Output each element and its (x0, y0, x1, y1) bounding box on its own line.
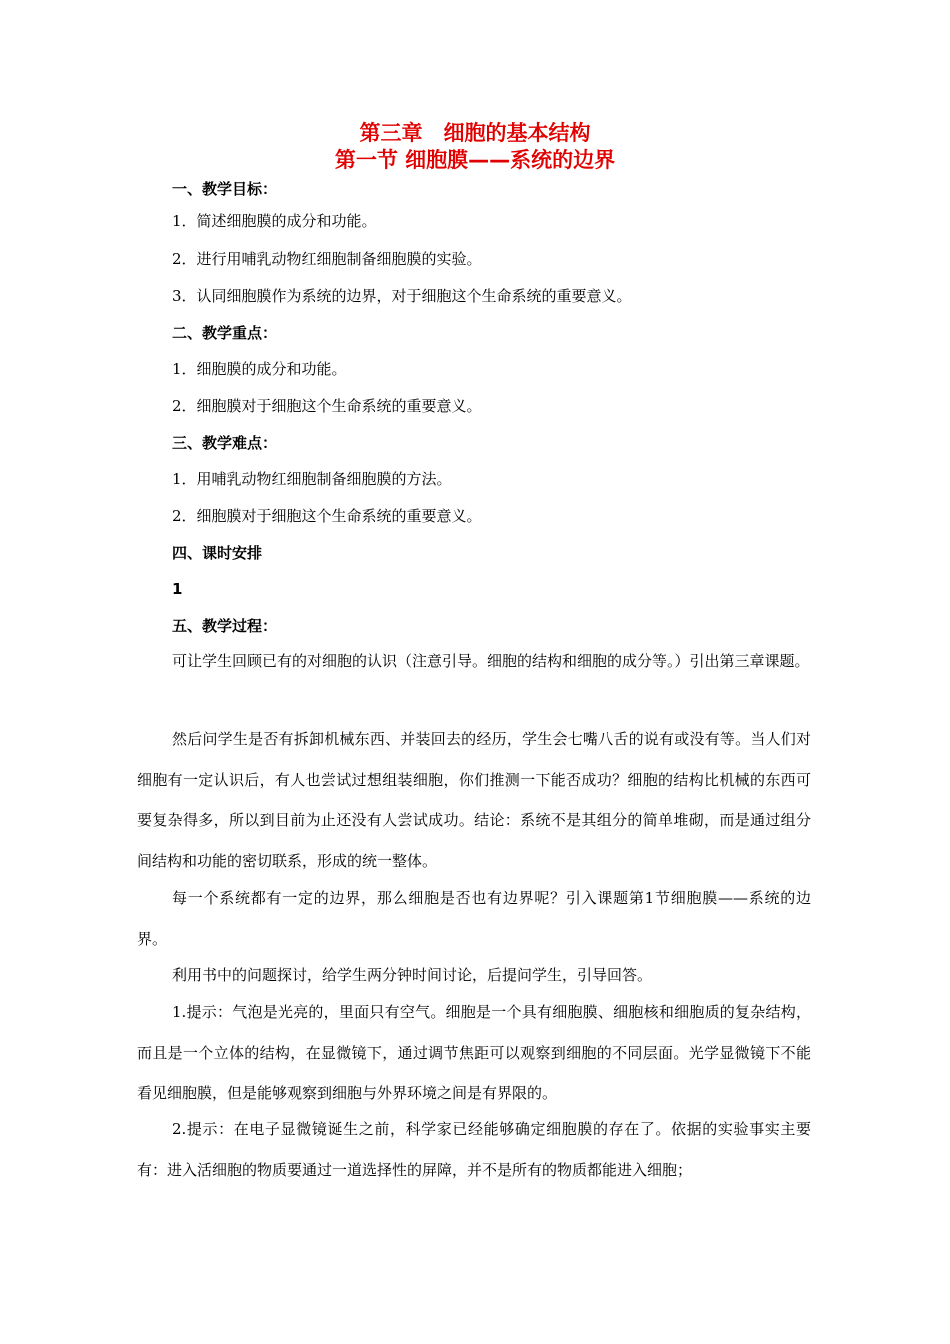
process-paragraph: 可让学生回顾已有的对细胞的认识（注意引导。细胞的结构和细胞的成分等。）引出第三章课题。 (172, 652, 810, 670)
objective-item: 3．认同细胞膜作为系统的边界，对于细胞这个生命系统的重要意义。 (172, 287, 632, 305)
process-paragraph: 利用书中的问题探讨，给学生两分钟时间讨论，后提问学生，引导回答。 (172, 966, 653, 984)
key-points-heading: 二、教学重点： (172, 324, 278, 342)
schedule-heading: 四、课时安排 (172, 544, 263, 562)
difficulty-item: 2．细胞膜对于细胞这个生命系统的重要意义。 (172, 507, 482, 525)
process-paragraph: 每一个系统都有一定的边界，那么细胞是否也有边界呢？引入课题第1节细胞膜——系统的边界。 (137, 889, 811, 948)
difficulties-heading: 三、教学难点： (172, 434, 278, 452)
process-paragraph: 2.提示：在电子显微镜诞生之前，科学家已经能够确定细胞膜的存在了。依据的实验事实主要有：进入活细胞的物质要通过一道选择性的屏障，并不是所有的物质都能进入细胞； (137, 1120, 811, 1179)
objective-item: 2．进行用哺乳动物红细胞制备细胞膜的实验。 (172, 250, 482, 268)
schedule-value: 1 (172, 580, 183, 598)
process-paragraph: 1.提示：气泡是光亮的，里面只有空气。细胞是一个具有细胞膜、细胞核和细胞质的复杂结构，而且是一个立体的结构，在显微镜下，通过调节焦距可以观察到细胞的不同层面。光学显微镜下不能看见细胞膜，但是能够观察到细胞与外界环境之间是有界限的。 (137, 1003, 811, 1102)
process-paragraph: 然后问学生是否有拆卸机械东西、并装回去的经历，学生会七嘴八舌的说有或没有等。当人们对细胞有一定认识后，有人也尝试过想组装细胞，你们推测一下能否成功？细胞的结构比机械的东西可要复杂得多，所以到目前为止还没有人尝试成功。结论：系统不是其组分的简单堆砌，而是通过组分间结构和功能的密切联系，形成的统一整体。 (137, 730, 811, 870)
section-title: 第一节 细胞膜——系统的边界 (334, 148, 616, 172)
key-point-item: 1．细胞膜的成分和功能。 (172, 360, 347, 378)
difficulty-item: 1．用哺乳动物红细胞制备细胞膜的方法。 (172, 470, 452, 488)
objectives-heading: 一、教学目标： (172, 180, 278, 198)
objective-item: 1．简述细胞膜的成分和功能。 (172, 212, 377, 230)
process-heading: 五、教学过程： (172, 617, 278, 635)
chapter-title: 第三章 细胞的基本结构 (359, 121, 591, 145)
key-point-item: 2．细胞膜对于细胞这个生命系统的重要意义。 (172, 397, 482, 415)
